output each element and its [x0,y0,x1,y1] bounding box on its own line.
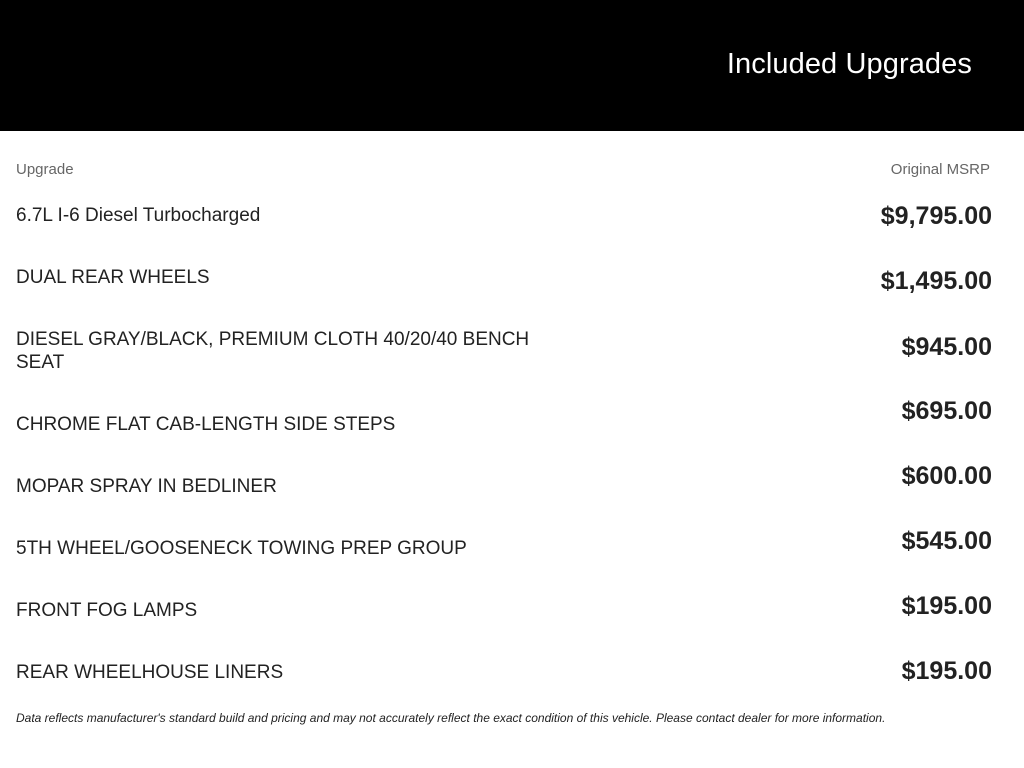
upgrade-name: CHROME FLAT CAB-LENGTH SIDE STEPS [16,414,396,435]
disclaimer-text: Data reflects manufacturer's standard build and pricing and may not accurately reflect the exact condition of this vehicle. Please contact dealer for more information. [16,711,886,725]
upgrade-price: $545.00 [901,527,992,555]
msrp-column-header: Original MSRP [890,161,990,178]
upgrade-price: $600.00 [901,462,992,490]
page-title: Included Upgrades [726,48,972,80]
upgrade-name: REAR WHEELHOUSE LINERS [16,662,284,683]
upgrade-name: MOPAR SPRAY IN BEDLINER [16,476,277,497]
upgrade-name: 6.7L I-6 Diesel Turbocharged [16,205,261,226]
upgrade-name: FRONT FOG LAMPS [16,600,198,621]
upgrade-price: $195.00 [901,592,992,620]
upgrade-price: $945.00 [901,333,992,361]
upgrade-column-header: Upgrade [16,161,74,178]
upgrade-name: DIESEL GRAY/BLACK, PREMIUM CLOTH 40/20/40 BENCH SEAT [16,329,530,373]
upgrade-price: $1,495.00 [880,267,992,295]
header-bar [0,0,1024,131]
upgrade-price: $9,795.00 [880,202,992,230]
upgrade-name: 5TH WHEEL/GOOSENECK TOWING PREP GROUP [16,538,467,559]
upgrade-name: DUAL REAR WHEELS [16,267,210,288]
upgrade-price: $195.00 [901,657,992,685]
upgrade-price: $695.00 [901,397,992,425]
